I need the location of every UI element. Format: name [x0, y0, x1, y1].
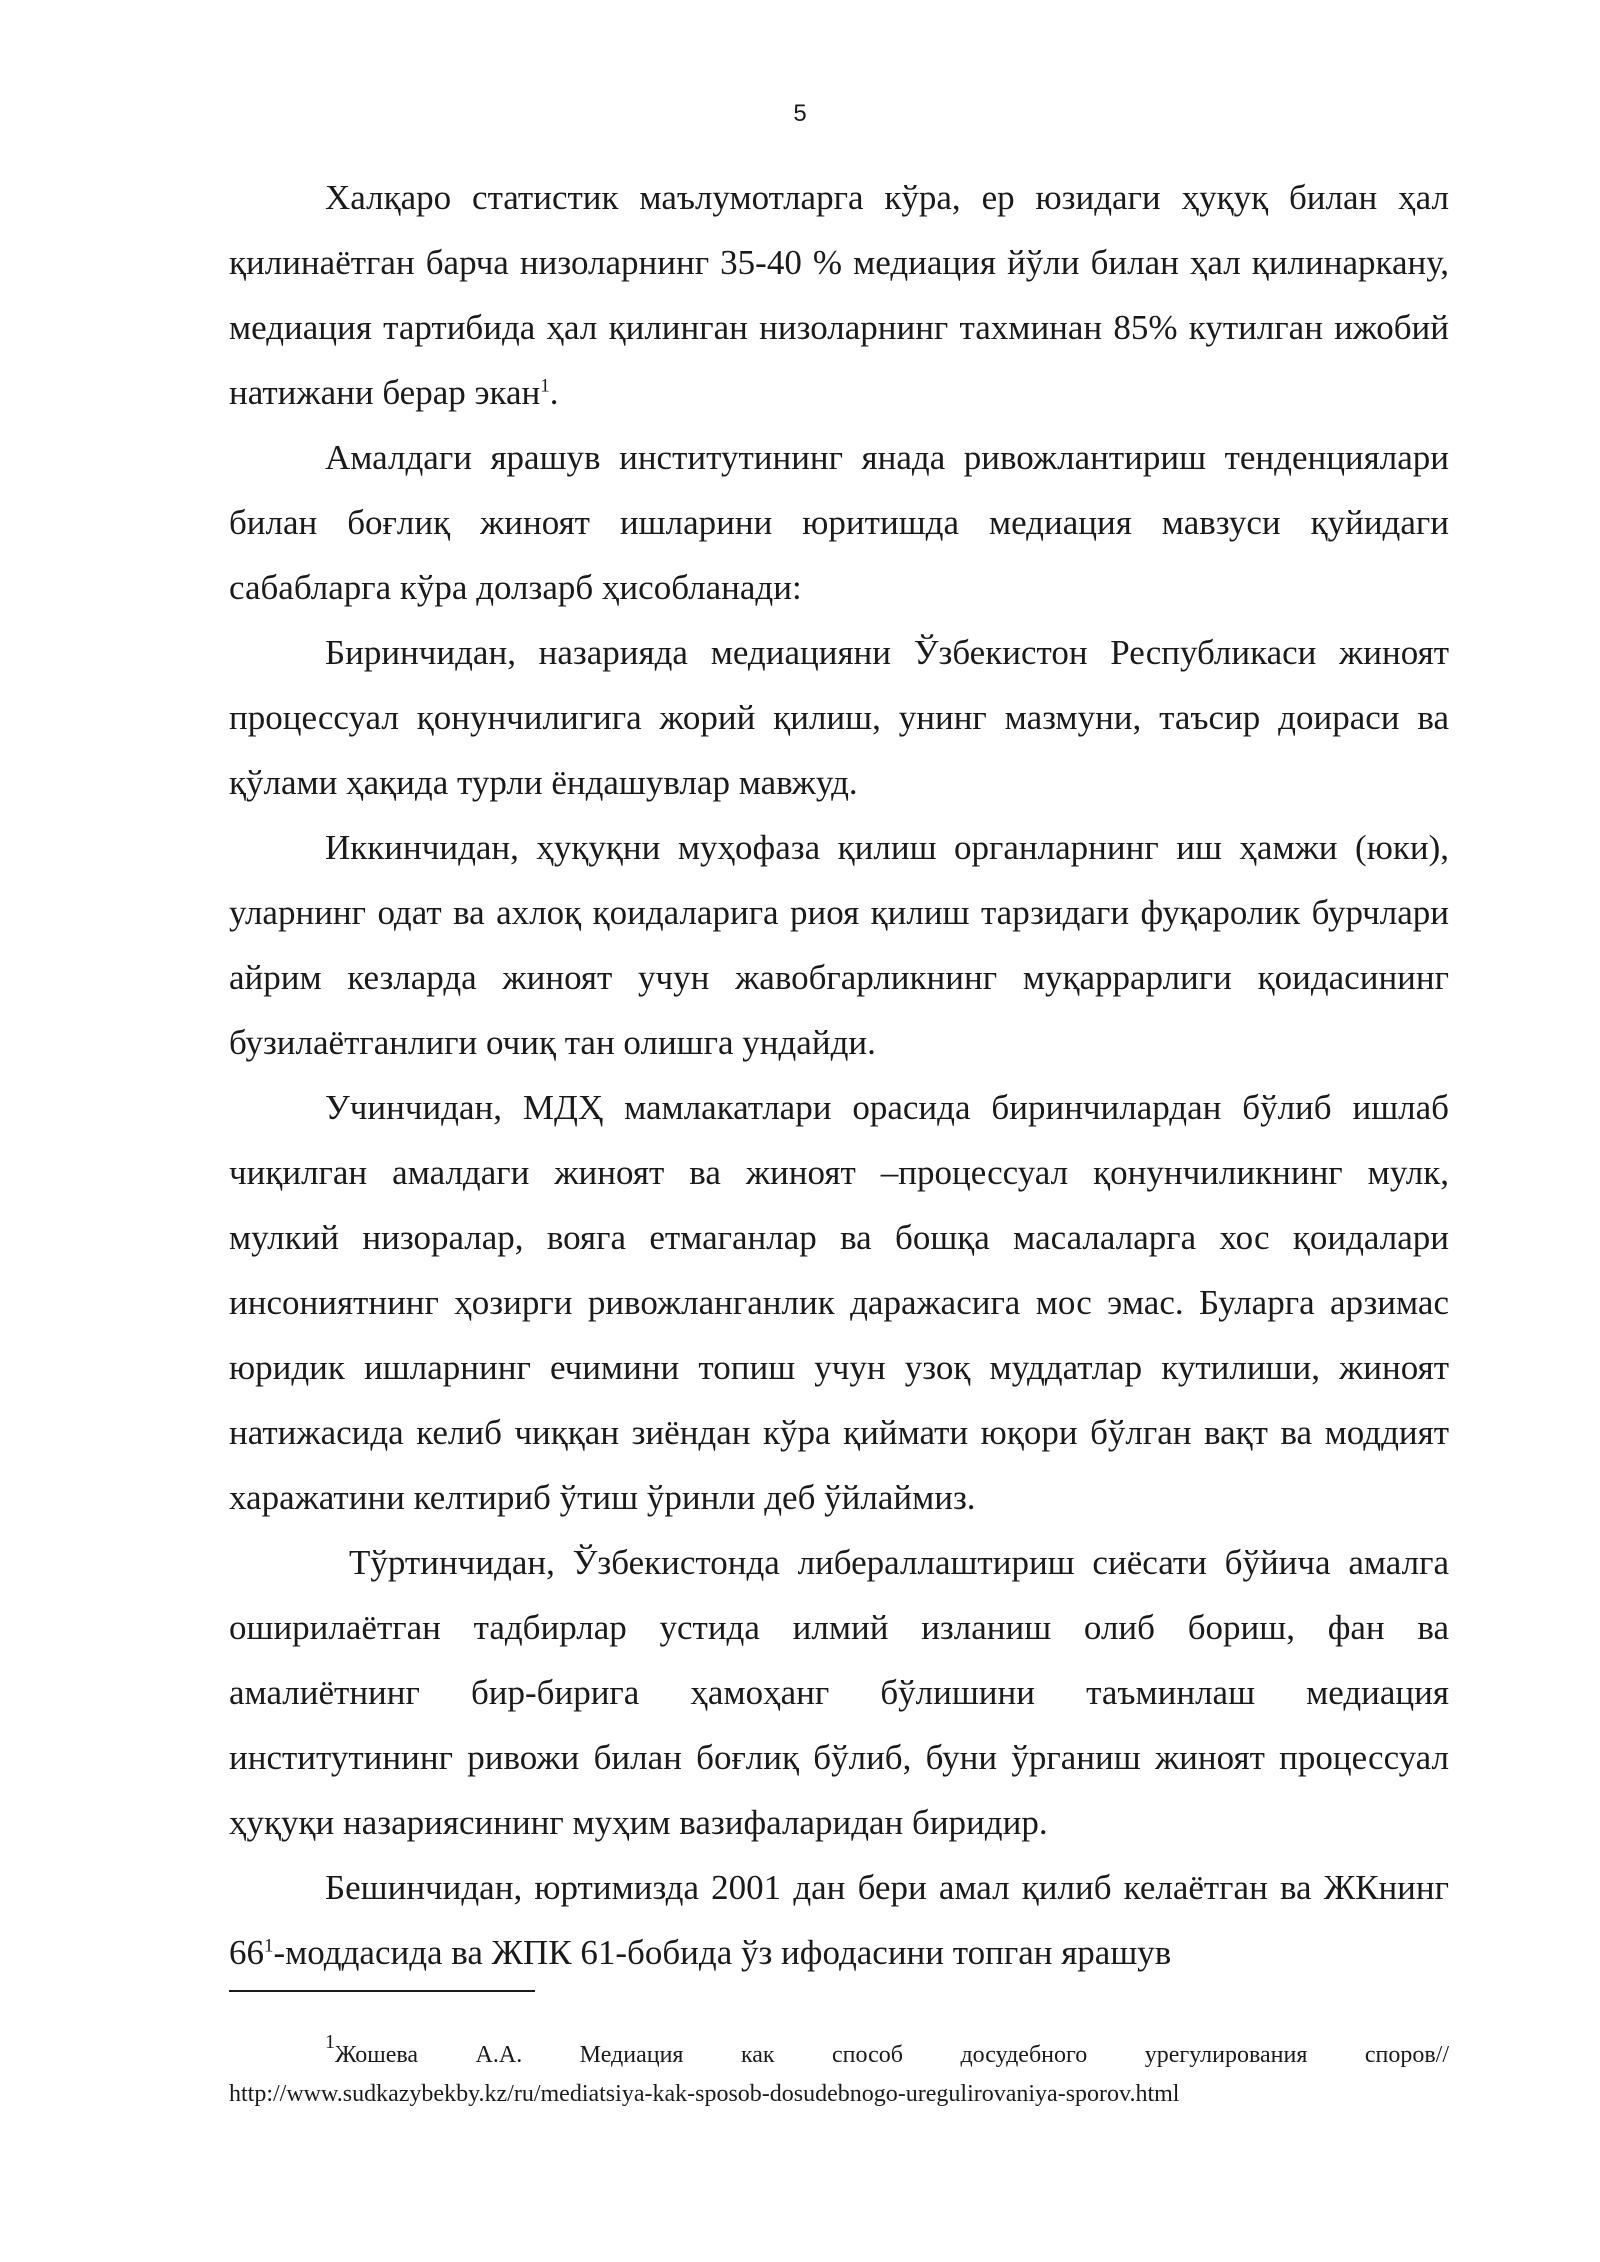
- paragraph-text: Бешинчидан, юртимизда 2001 дан бери амал қилиб келаётган ва ЖКнинг 66: [229, 1868, 1449, 1972]
- paragraph-fourth-reason: [229, 1530, 1449, 1855]
- footnote-text: Жошева А.А. Медиация как способ досудебного урегулирования споров//: [335, 2042, 1449, 2068]
- paragraph-third-reason: [229, 1075, 1449, 1530]
- paragraph-relevance: [229, 425, 1449, 620]
- footnote: [229, 2031, 1449, 2113]
- paragraph-text: Халқаро статистик маълумотларга кўра, ер юзидаги ҳуқуқ билан ҳал қилинаётган барча низоларнинг 35-40 % медиация йўли билан ҳал қилинаркану, медиация тартибида ҳал қилинган низоларнинг тахминан 85% кутилган ижобий натижани берар экан: [229, 178, 1449, 412]
- page-number: 5: [793, 100, 807, 127]
- paragraph-text: Учинчидан, МДҲ мамлакатлари орасида биринчилардан бўлиб ишлаб чиқилган амалдаги жиноят ва жиноят –процессуал қонунчиликнинг мулк, мулкий низоралар, вояга етмаганлар ва бошқа масалаларга хос қоидалари инсониятнинг ҳозирги ривожланганлик даражасига мос эмас. Буларга арзимас юридик ишларнинг ечимини топиш учун узоқ муддатлар кутилиши, жиноят натижасида келиб чиққан зиёндан кўра қиймати юқори бўлган вақт ва моддият харажатини келтириб ўтиш ўринли деб ўйлаймиз.: [229, 1088, 1449, 1517]
- footnote-url-line: [229, 2075, 1449, 2113]
- paragraph-text-continued: -моддасида ва ЖПК 61-бобида ўз ифодасини топган ярашув: [273, 1933, 1172, 1972]
- article-superscript: 1: [264, 1935, 274, 1957]
- paragraph-first-reason: [229, 620, 1449, 815]
- paragraph-statistics: [229, 165, 1449, 425]
- paragraph-text-end: .: [549, 373, 559, 412]
- paragraph-text: Иккинчидан, ҳуқуқни муҳофаза қилиш органларнинг иш ҳамжи (юки), уларнинг одат ва ахлоқ қоидаларига риоя қилиш тарзидаги фуқаролик бурчлари айрим кезларда жиноят учун жавобгарликнинг муқаррарлиги қоидасининг бузилаётганлиги очиқ тан олишга ундайди.: [229, 828, 1449, 1062]
- paragraph-second-reason: [229, 815, 1449, 1075]
- paragraph-fifth-reason: [229, 1855, 1449, 1985]
- footnote-url[interactable]: http://www.sudkazybekby.kz/ru/mediatsiya-kak-sposob-dosudebnogo-uregulirovaniya-sporov.html: [229, 2081, 1180, 2107]
- paragraph-text: Амалдаги ярашув институтининг янада ривожлантириш тенденциялари билан боғлиқ жиноят ишларини юритишда медиация мавзуси қуйидаги сабабларга кўра долзарб ҳисобланади:: [229, 438, 1449, 607]
- paragraph-text: Биринчидан, назарияда медиацияни Ўзбекистон Республикаси жиноят процессуал қонунчилигига жорий қилиш, унинг мазмуни, таъсир доираси ва қўлами ҳақида турли ёндашувлар мавжуд.: [229, 633, 1449, 802]
- footnote-marker: 1: [325, 2031, 335, 2053]
- footnote-separator: [229, 1990, 535, 1992]
- paragraph-text: Тўртинчидан, Ўзбекистонда либераллаштириш сиёсати бўйича амалга оширилаётган тадбирлар устида илмий изланиш олиб бориш, фан ва амалиётнинг бир-бирига ҳамоҳанг бўлишини таъминлаш медиация институтининг ривожи билан боғлиқ бўлиб, буни ўрганиш жиноят процессуал ҳуқуқи назариясининг муҳим вазифаларидан биридир.: [229, 1543, 1449, 1842]
- footnote-citation: [229, 2031, 1449, 2075]
- footnote-reference[interactable]: 1: [540, 375, 550, 397]
- body-text: [229, 165, 1449, 1985]
